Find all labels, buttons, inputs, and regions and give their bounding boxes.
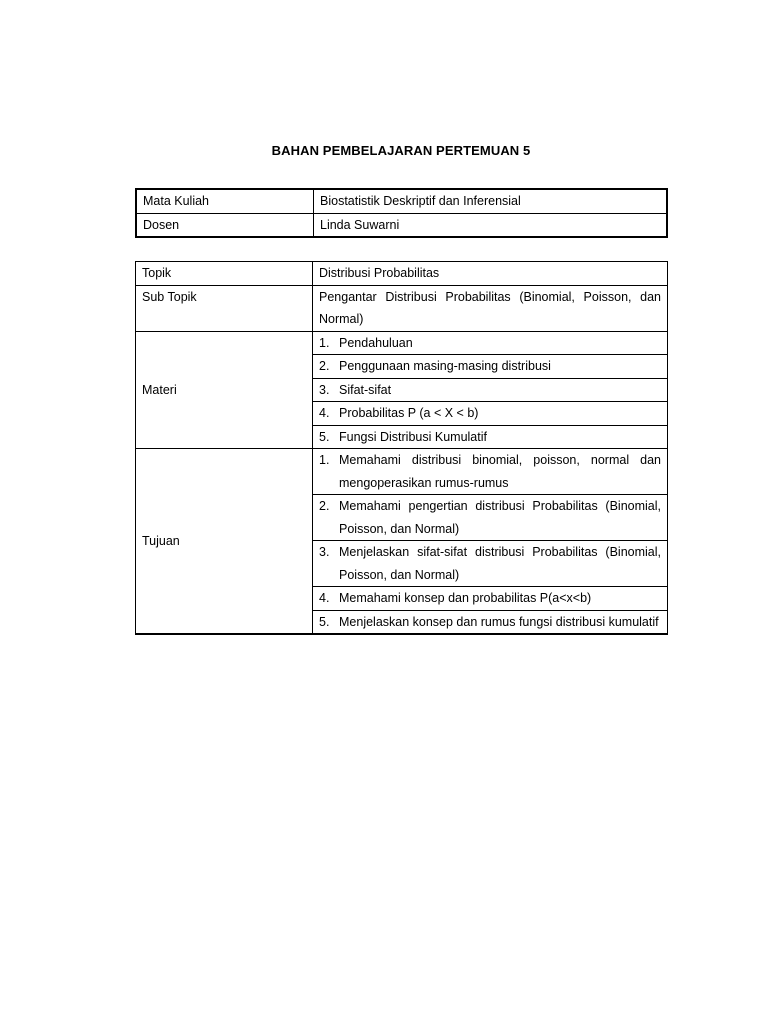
topic-table [135,261,668,635]
list-text: Menjelaskan sifat-sifat distribusi Probabilitas (Binomial, Poisson, dan Normal) [339,545,661,582]
table-row [136,331,668,355]
mata-kuliah-label: Mata Kuliah [136,189,314,213]
topik-label: Topik [136,262,313,286]
list-number: 5. [319,429,330,444]
list-number: 2. [319,359,330,373]
list-text: Memahami distribusi binomial, poisson, normal dan mengoperasikan rumus-rumus [339,453,661,490]
subtopik-value: Pengantar Distribusi Probabilitas (Binomial, Poisson, dan Normal) [313,285,668,331]
list-item [313,402,668,426]
mata-kuliah-value: Biostatistik Deskriptif dan Inferensial [314,189,668,213]
list-item [313,587,668,611]
list-item [313,541,668,587]
table-row [136,189,667,213]
list-number: 5. [319,614,330,629]
dosen-value: Linda Suwarni [314,213,668,237]
list-item [313,425,668,449]
list-text: Sifat-sifat [339,382,392,397]
table-row [136,262,668,286]
list-number: 3. [319,382,330,397]
list-text: Probabilitas P (a < X < b) [339,406,479,420]
list-item [313,449,668,495]
table-row [136,213,667,237]
list-number: 3. [319,545,330,559]
list-item [313,378,668,402]
dosen-label: Dosen [136,213,314,237]
list-text: Memahami pengertian distribusi Probabilitas (Binomial, Poisson, dan Normal) [339,499,661,536]
topik-value: Distribusi Probabilitas [313,262,668,286]
list-text: Fungsi Distribusi Kumulatif [339,429,487,444]
list-number: 1. [319,335,330,350]
subtopik-label: Sub Topik [136,285,313,331]
list-text: Menjelaskan konsep dan rumus fungsi distribusi kumulatif [339,614,659,629]
materi-label: Materi [136,331,313,449]
list-text: Penggunaan masing-masing distribusi [339,359,551,373]
list-item [313,355,668,379]
list-number: 2. [319,499,330,513]
list-text: Pendahuluan [339,335,413,350]
list-item [313,610,668,634]
list-number: 4. [319,591,330,605]
page-title: BAHAN PEMBELAJARAN PERTEMUAN 5 [271,143,531,158]
tujuan-label: Tujuan [136,449,313,635]
list-number: 4. [319,406,330,420]
course-info-table [135,188,668,238]
list-number: 1. [319,453,330,467]
table-row [136,285,668,331]
list-text: Memahami konsep dan probabilitas P(a<x<b) [339,591,592,605]
list-item [313,495,668,541]
list-item [313,331,668,355]
table-row [136,449,668,495]
